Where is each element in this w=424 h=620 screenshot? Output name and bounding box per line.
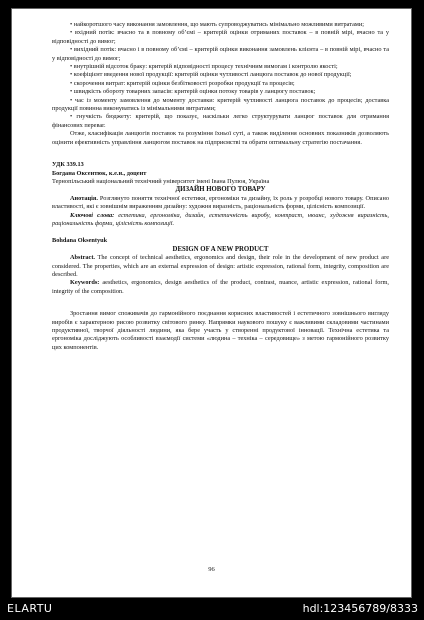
bullet-item: • гнучкість бюджету: критерій, що показує, наскільки легко структурувати ланцюг поставок для отримання фінансових переваг. <box>52 113 389 129</box>
keywords-ua <box>52 212 389 229</box>
keywords-en-label: Keywords: <box>70 279 100 287</box>
page-content <box>52 21 389 352</box>
handle-id: hdl:123456789/8333 <box>302 602 418 615</box>
keywords-en <box>52 279 389 296</box>
title-ua: ДИЗАЙН НОВОГО ТОВАРУ <box>175 186 266 194</box>
bullet-item: • скорочення витрат: критерій оцінки безбітковості розробки продукції та процесів; <box>70 79 295 87</box>
author-en: Bohdana Oksentyuk <box>52 237 108 245</box>
bullet-item: • внутрішній відсоток браку: критерій відповідності процесу технічним вимогам і контролю якості; <box>70 63 338 71</box>
bullet-item: • швидкість обороту товарних запасів: критерій оцінки потоку товарів у ланцюгу поставок; <box>70 88 316 96</box>
keywords-en-text: aesthetics, ergonomics, design aesthetics of the product, contrast, nuance, artistic expression, rational form, integrity of the composition. <box>52 279 389 295</box>
affiliation: Тернопільський національний технічний університет імені Івана Пулюя, Україна <box>52 177 270 185</box>
abstract-ua <box>52 195 389 212</box>
abstract-en-text: The concept of technical aesthetics, ergonomics and design, their role in the development of new product are considered. The properties, which are an external expression of design: artistic expression, rational form, integrity, composition are described. <box>52 254 389 278</box>
bullet-item: • вихідний потік: вчасно і в повному об’ємі – критерій оцінки виконання замовлень клієнта – в повній мірі, вчасно та у відповідності до вимог; <box>52 46 389 62</box>
conclusion-paragraph: Отже, класифікація ланцюгів поставок та розуміння їхньої суті, а також виділення основних показників дозволяють оцінити ефективність управління ланцюгом поставок на підприємстві та обрати оптимальну стратегію постачання. <box>52 130 389 146</box>
body-paragraph: Зростання вимог споживачів до гармонійного поєднання корисних властивостей і естетичного зовнішнього вигляду виробів є характерною рисою розвитку світового ринку. Напрямки наукового пошуку є важливими складовими частинами продуктивної, творчої діяльності людини, яка бере участь у створенні продуктової інновації. Технічна естетика та ергономіка досліджують особливості взаємодії системи «людина – техніка – середовище» з метою гармонійного розвитку цих компонентів. <box>52 310 389 351</box>
abstract-ua-label: Анотація. <box>70 194 98 202</box>
abstract-en-label: Abstract. <box>70 254 96 262</box>
author-ua: Богдана Оксентюк, к.е.н., доцент <box>52 169 147 177</box>
bullet-item: • час із моменту замовлення до моменту доставки: критерій чутливості ланцюга поставок до процесів; доставка продукції повинна виконуватись із мінімальними витратами; <box>52 96 389 113</box>
udc-code: УДК 339.13 <box>52 161 84 169</box>
title-en: DESIGN OF A NEW PRODUCT <box>172 245 269 253</box>
page-number: 96 <box>208 566 215 573</box>
repository-name: ELARTU <box>7 602 53 615</box>
viewer-footer <box>0 598 424 620</box>
abstract-en <box>52 254 389 279</box>
document-page <box>11 8 412 598</box>
abstract-ua-text: Розглянуто поняття технічної естетики, ергономіки та дизайну, їх роль у розробці нового товару. Описано властивості, які є зовнішнім вираженням дизайну: художня виразність, раціональність форми, цілісність композиції. <box>52 194 389 211</box>
bullet-item: • вхідний потік: вчасно та в повному об’ємі – критерій оцінки отриманих поставок – в повній мірі, вчасно та у відповідності до вимог; <box>52 29 389 45</box>
bullet-item: • найкоротшого часу виконання замовлення, що мають супроводжуватись мінімально можливими витратами; <box>70 21 365 28</box>
keywords-ua-label: Ключові слова: <box>70 211 115 219</box>
keywords-ua-text: естетика, ергономіка, дизайн, естетичність виробу, контраст, нюанс, художня виразність, раціональність форми, цілісність композиції. <box>52 211 390 227</box>
bullet-item: • коефіцієнт введення нової продукції: критерій оцінки чутливості ланцюга поставок до нової продукції; <box>70 71 352 79</box>
